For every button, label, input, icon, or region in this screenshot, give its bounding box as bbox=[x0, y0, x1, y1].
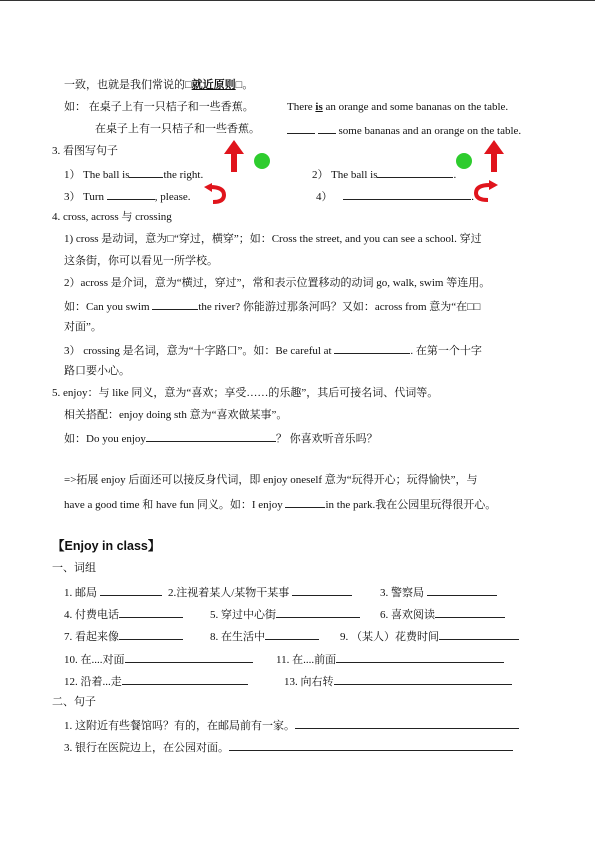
example-1-rest: an orange and some bananas on the table. bbox=[325, 101, 509, 113]
cross-text: 1) cross 是动词，意为 bbox=[64, 233, 168, 245]
answer-blank[interactable] bbox=[377, 167, 453, 178]
row-3 bbox=[64, 189, 191, 204]
sentence-3 bbox=[64, 740, 513, 755]
cross-para-2: 这条街，你可以看见一所学校。 bbox=[64, 255, 218, 267]
extension-1: =>拓展 enjoy 后面还可以接反身代词，即 enjoy oneself 意为“玩得开心；玩得愉快”，与 bbox=[64, 474, 478, 486]
crossing-text-2: . 在第一个十字 bbox=[410, 345, 482, 357]
phrase-row-2 bbox=[64, 607, 183, 622]
phrase-item: 11. 在....前面 bbox=[276, 654, 337, 666]
across-ex-text-2: the river? 你能游过那条河吗？又如：across from 意为“在 bbox=[198, 301, 468, 313]
cross-text-2: “穿过，横穿”；如：Cross the street, and you can see a school. 穿过 bbox=[173, 233, 482, 245]
answer-blank[interactable] bbox=[119, 607, 183, 618]
crossing-para-end: 路口要小心。 bbox=[64, 365, 130, 377]
answer-blank[interactable] bbox=[285, 497, 325, 508]
enjoy-example bbox=[64, 431, 378, 446]
row-1-end: the right. bbox=[163, 169, 204, 181]
row-2-end: . bbox=[453, 169, 457, 181]
arrow-shape bbox=[484, 140, 504, 172]
ball-shape bbox=[254, 153, 270, 169]
extension-2 bbox=[64, 497, 496, 512]
placeholder-box-icon: □□ bbox=[467, 301, 481, 313]
answer-blank[interactable] bbox=[276, 607, 360, 618]
answer-blank[interactable] bbox=[125, 652, 253, 663]
phrase-item: 7. 看起来像 bbox=[64, 631, 119, 643]
turn-head bbox=[489, 180, 498, 190]
ball-shape bbox=[456, 153, 472, 169]
turn-right-arrow-icon bbox=[470, 180, 498, 204]
row-4-end: . bbox=[471, 191, 474, 203]
answer-blank[interactable] bbox=[334, 343, 410, 354]
proximity-principle-term: 就近原则 bbox=[191, 79, 236, 91]
example-1-en bbox=[287, 101, 508, 114]
turn-left-arrow-icon bbox=[204, 183, 232, 205]
extension-text: have a good time 和 have fun 同义。如：I enjoy bbox=[64, 499, 283, 511]
enjoy-in-class-header: 【Enjoy in class】 bbox=[52, 539, 161, 553]
phrase-row-2c bbox=[380, 607, 505, 622]
answer-blank[interactable] bbox=[107, 189, 155, 200]
enjoy-ex-text: 如：Do you enjoy bbox=[64, 433, 146, 445]
example-1-there: There bbox=[287, 101, 313, 113]
example-2-cn: 在桌子上有一只桔子和一些香蕉。 bbox=[95, 123, 260, 135]
sentence-text: 1. 这附近有些餐馆吗？有的，在邮局前有一家。 bbox=[64, 720, 295, 732]
example-2-en bbox=[287, 123, 521, 138]
answer-blank[interactable] bbox=[146, 431, 276, 442]
across-para-end: 对面”。 bbox=[64, 321, 102, 333]
arrow-shape bbox=[224, 140, 244, 172]
phrase-row-5 bbox=[64, 674, 248, 689]
example-1-is: is bbox=[315, 101, 323, 113]
row-4 bbox=[316, 189, 474, 204]
answer-blank[interactable] bbox=[334, 674, 512, 685]
answer-blank[interactable] bbox=[343, 189, 471, 200]
phrase-row-5b bbox=[284, 674, 512, 689]
intro-line bbox=[64, 79, 253, 92]
turn-curve bbox=[476, 185, 490, 200]
sentence-text: 3. 银行在医院边上，在公园对面。 bbox=[64, 742, 229, 754]
green-ball-icon bbox=[455, 152, 473, 170]
example-1-cn: 如： 在桌子上有一只桔子和一些香蕉。 bbox=[64, 101, 254, 113]
cross-para bbox=[64, 233, 482, 246]
placeholder-box-icon: □ bbox=[167, 233, 174, 245]
placeholder-box-icon: □ bbox=[185, 79, 192, 91]
answer-blank[interactable] bbox=[129, 167, 163, 178]
red-up-arrow-icon bbox=[224, 140, 244, 172]
answer-blank[interactable] bbox=[100, 585, 162, 596]
phrase-row-4 bbox=[64, 652, 253, 667]
top-rule bbox=[0, 0, 595, 1]
answer-blank[interactable] bbox=[439, 629, 519, 640]
phrase-row-1c bbox=[380, 585, 497, 600]
phrase-row-3c bbox=[340, 629, 519, 644]
part-2-title: 二、句子 bbox=[52, 696, 96, 708]
crossing-para bbox=[64, 343, 482, 358]
answer-blank[interactable] bbox=[152, 299, 198, 310]
row-3-text: 3） Turn bbox=[64, 191, 105, 203]
intro-text: 一致，也就是我们常说的 bbox=[64, 79, 185, 91]
phrase-item: 9. （某人）花费时间 bbox=[340, 631, 439, 643]
answer-blank[interactable] bbox=[336, 652, 504, 663]
row-1-text: 1） The ball is bbox=[64, 169, 130, 181]
blank-1[interactable] bbox=[287, 123, 315, 134]
red-up-arrow-icon bbox=[484, 140, 504, 172]
turn-head bbox=[204, 183, 212, 192]
answer-blank[interactable] bbox=[435, 607, 505, 618]
phrase-row-3 bbox=[64, 629, 183, 644]
across-ex-text: 如：Can you swim bbox=[64, 301, 150, 313]
answer-blank[interactable] bbox=[122, 674, 248, 685]
row-2 bbox=[312, 167, 456, 182]
answer-blank[interactable] bbox=[427, 585, 497, 596]
row-1 bbox=[64, 167, 203, 182]
section-3-title: 3. 看图写句子 bbox=[52, 145, 118, 157]
answer-blank[interactable] bbox=[292, 585, 352, 596]
enjoy-ex-text-2: ？ 你喜欢听音乐吗？ bbox=[275, 433, 378, 445]
phrase-row-1b bbox=[168, 585, 352, 600]
phrase-item: 6. 喜欢阅读 bbox=[380, 609, 435, 621]
phrase-item: 10. 在....对面 bbox=[64, 654, 125, 666]
phrase-item: 1. 邮局 bbox=[64, 587, 97, 599]
row-4-text: 4） bbox=[316, 191, 333, 203]
row-2-text: 2） The ball is bbox=[312, 169, 378, 181]
sentence-1 bbox=[64, 718, 519, 733]
part-1-title: 一、词组 bbox=[52, 562, 96, 574]
answer-blank[interactable] bbox=[119, 629, 183, 640]
extension-text-2: in the park.我在公园里玩得很开心。 bbox=[325, 499, 497, 511]
turn-curve bbox=[210, 187, 224, 202]
intro-end: 。 bbox=[242, 79, 254, 91]
green-ball-icon bbox=[253, 152, 271, 170]
answer-blank[interactable] bbox=[265, 629, 319, 640]
phrase-row-4b bbox=[276, 652, 504, 667]
blank-2[interactable] bbox=[318, 123, 336, 134]
phrase-row-2b bbox=[210, 607, 360, 622]
answer-blank[interactable] bbox=[229, 740, 513, 751]
section-4-title: 4. cross, across 与 crossing bbox=[52, 211, 172, 223]
phrase-item: 5. 穿过中心街 bbox=[210, 609, 276, 621]
phrase-item: 4. 付费电话 bbox=[64, 609, 119, 621]
phrase-item: 2.注视着某人/某物干某事 bbox=[168, 587, 290, 599]
answer-blank[interactable] bbox=[295, 718, 519, 729]
phrase-item: 13. 向右转 bbox=[284, 676, 334, 688]
row-3-end: , please. bbox=[154, 191, 191, 203]
section-5-title: 5. enjoy：与 like 同义，意为“喜欢；享受……的乐趣”，其后可接名词、代词等。 bbox=[52, 387, 439, 399]
phrase-row-1 bbox=[64, 585, 162, 600]
phrase-row-3b bbox=[210, 629, 319, 644]
placeholder-box-icon: □ bbox=[235, 79, 243, 91]
across-example bbox=[64, 299, 480, 314]
across-para: 2）across 是介词，意为“横过，穿过”，常和表示位置移动的动词 go, walk, swim 等连用。 bbox=[64, 277, 491, 289]
crossing-text: 3） crossing 是名词，意为“十字路口”。如：Be careful at bbox=[64, 345, 332, 357]
collocation: 相关搭配：enjoy doing sth 意为“喜欢做某事”。 bbox=[64, 409, 288, 421]
example-2-rest: some bananas and an orange on the table. bbox=[338, 125, 522, 137]
phrase-item: 3. 警察局 bbox=[380, 587, 424, 599]
phrase-item: 8. 在生活中 bbox=[210, 631, 265, 643]
phrase-item: 12. 沿着...走 bbox=[64, 676, 122, 688]
